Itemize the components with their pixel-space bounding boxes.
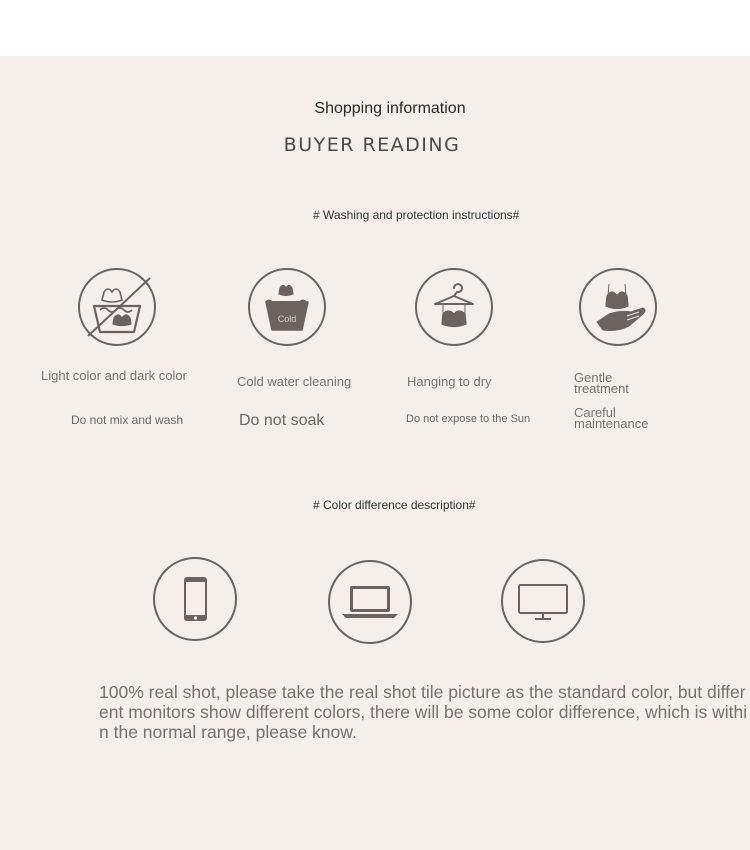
- wash-label-2: Cold water cleaning: [237, 374, 352, 389]
- wash-label-4: Gentle treatment: [574, 370, 629, 396]
- page-subtitle: BUYER READING: [283, 134, 461, 156]
- wash-note-1: Do not mix and wash: [71, 413, 184, 427]
- wash-note-3: Do not expose to the Sun: [406, 413, 531, 425]
- laptop-icon: [328, 560, 412, 644]
- no-mix-wash-icon: [78, 268, 156, 346]
- wash-note-2: Do not soak: [239, 412, 325, 429]
- monitor-icon: [501, 559, 585, 643]
- hand-care-icon: [579, 268, 657, 346]
- wash-note-4: Careful maintenance: [574, 405, 649, 431]
- color-description: 100% real shot, please take the real shot tile picture as the standard color, but different monitors show different colors, there will be some color difference, which is within the normal range, please know.: [99, 682, 748, 742]
- wash-label-3: Hanging to dry: [407, 374, 492, 389]
- hanger-icon: [415, 268, 493, 346]
- cold-icon-text: Cold: [277, 314, 297, 324]
- wash-label-1: Light color and dark color: [41, 368, 187, 383]
- page-title: Shopping information: [314, 100, 466, 117]
- phone-icon: [153, 557, 237, 641]
- washing-heading: # Washing and protection instructions#: [313, 208, 520, 222]
- cold-water-wash-icon: [248, 268, 326, 346]
- color-heading: # Color difference description#: [313, 498, 476, 512]
